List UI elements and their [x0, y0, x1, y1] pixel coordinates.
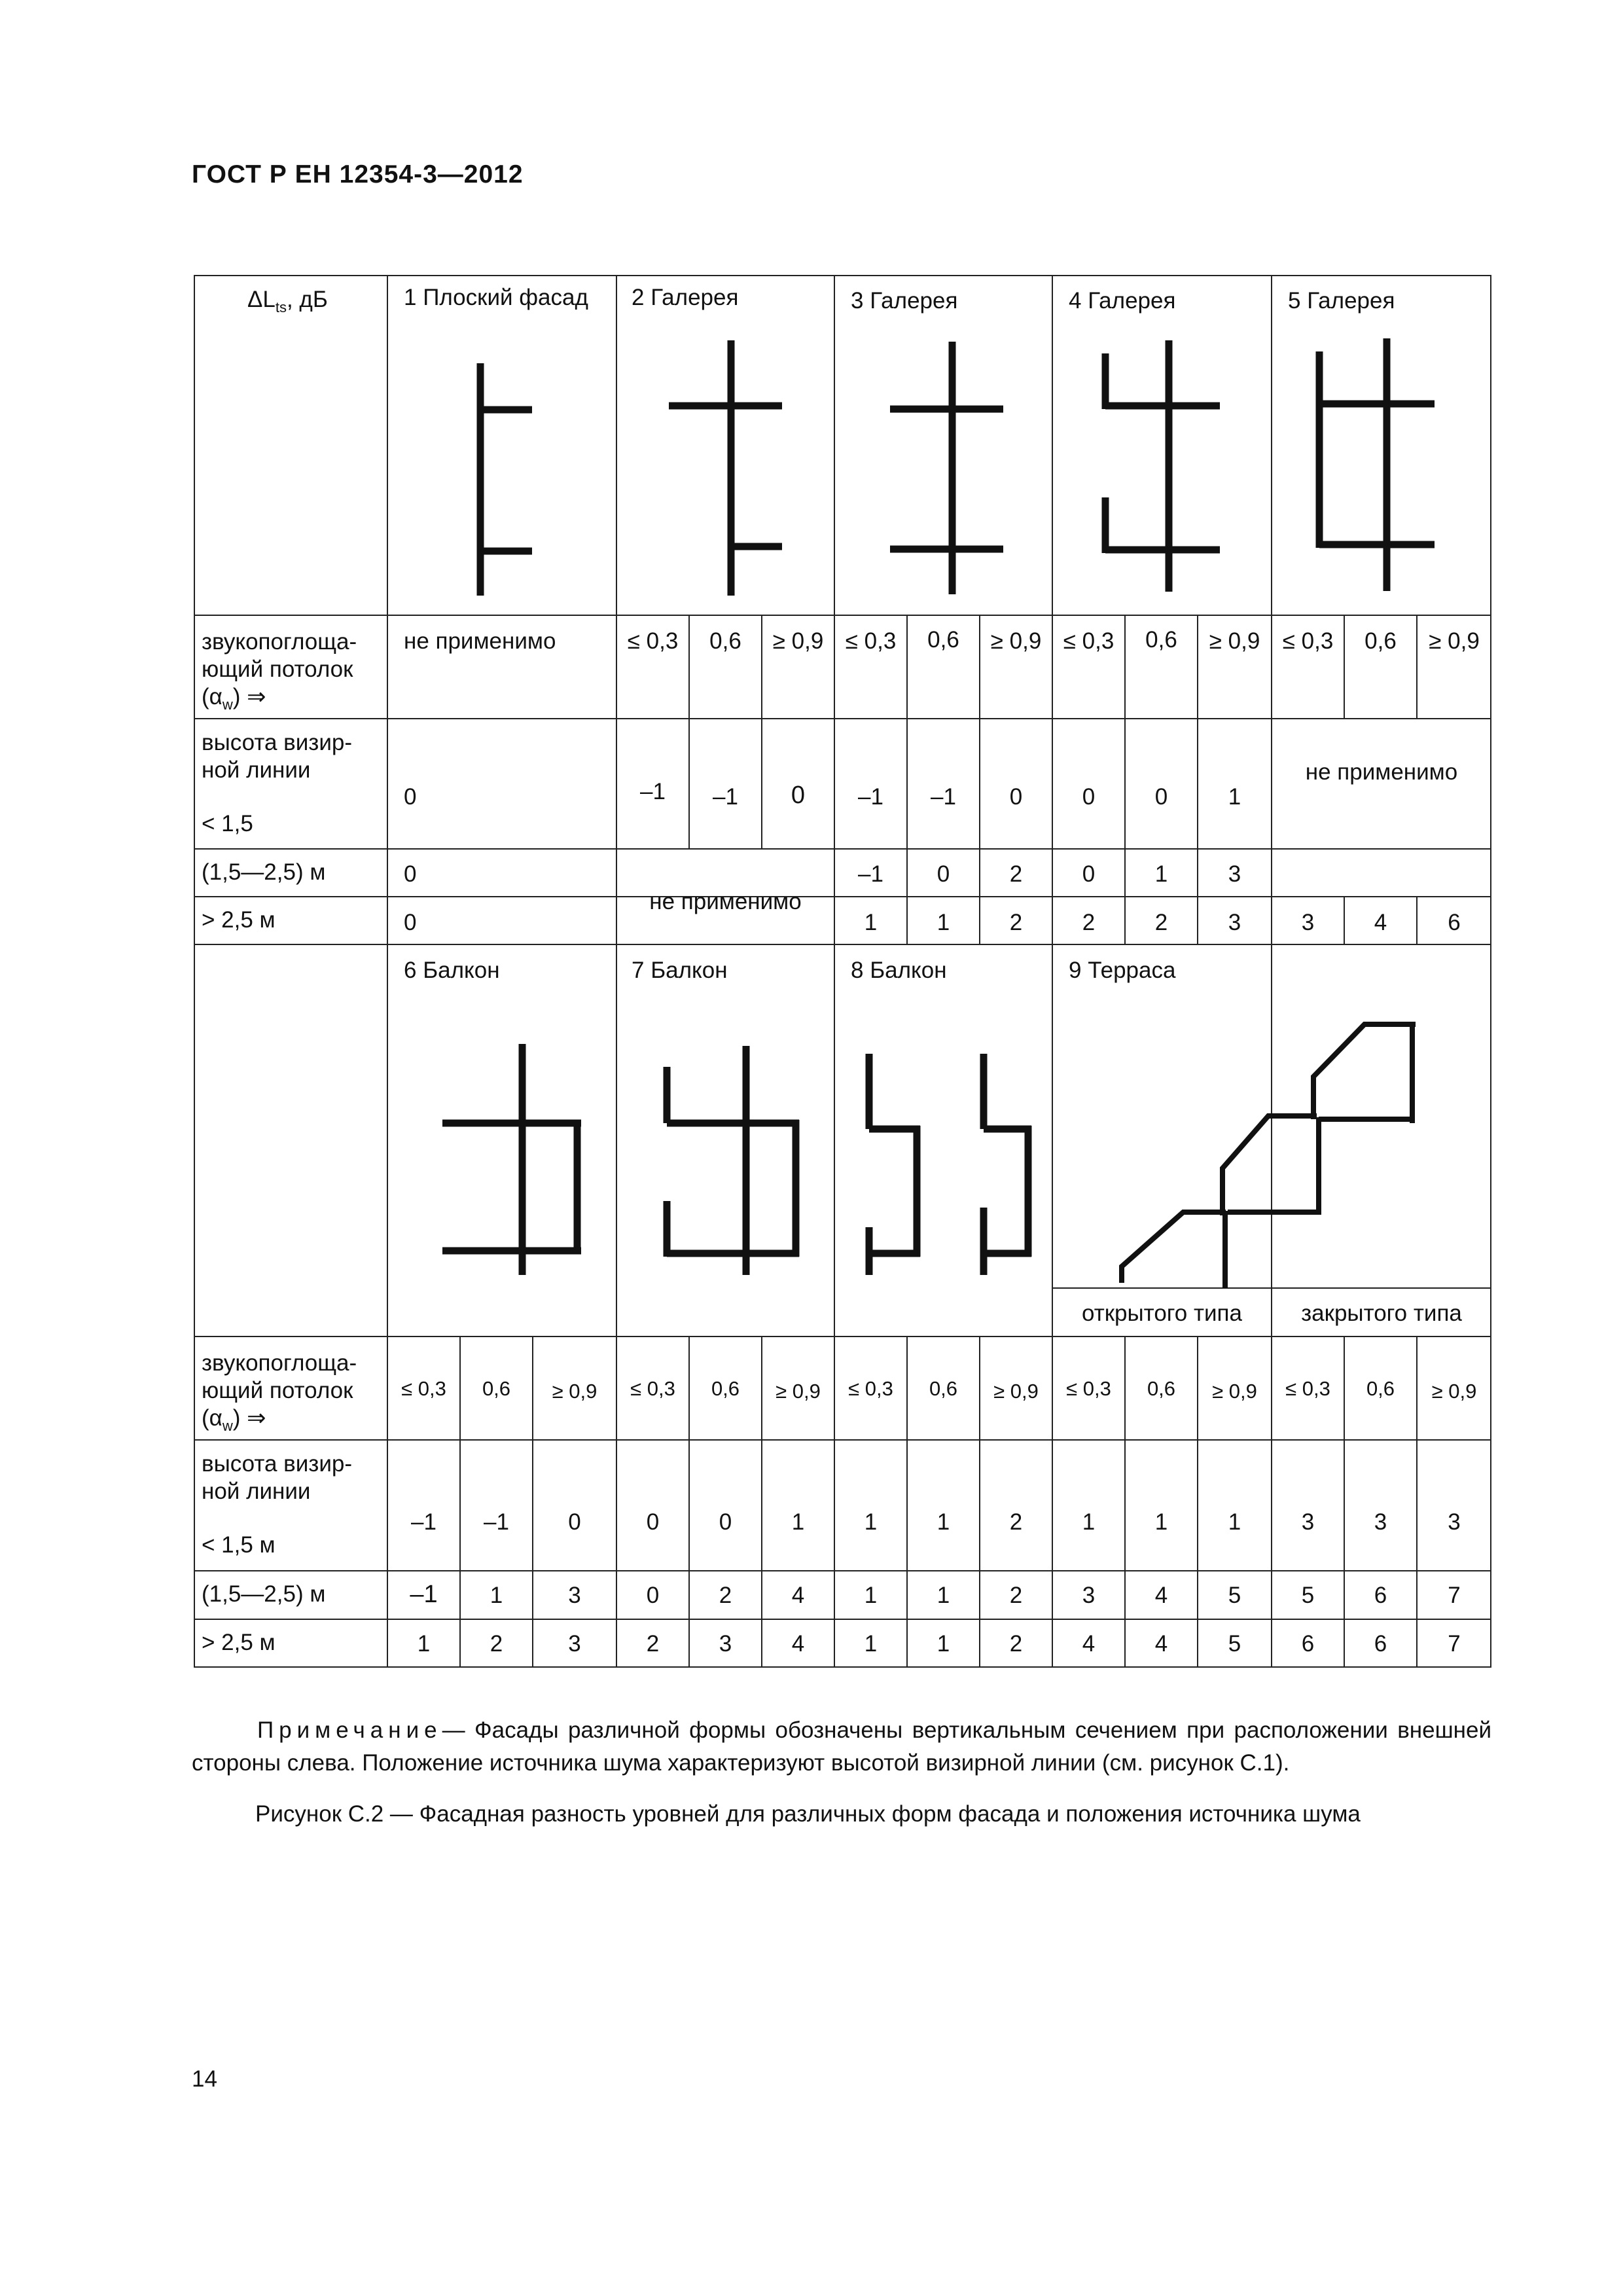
value-cell: 3 [568, 1631, 581, 1657]
type-label: 3 Галерея [851, 288, 958, 314]
value-cell: 1 [864, 1631, 878, 1657]
type-label: 8 Балкон [851, 958, 947, 983]
page-number: 14 [192, 2066, 217, 2092]
sight-row-label: высота визир- ной линии < 1,5 м [202, 1451, 353, 1558]
figure-caption: Рисунок С.2 — Фасадная разность уровней для различных форм фасада и положения источника шума [255, 1801, 1361, 1827]
value-cell: 0 [1009, 784, 1023, 810]
terrace-open-label: открытого типа [1082, 1300, 1242, 1326]
value-cell: –1 [484, 1509, 509, 1535]
absorb-value: 0,6 [711, 1377, 740, 1400]
value-cell: 5 [1228, 1583, 1241, 1608]
absorb-value: ≥ 0,9 [1209, 628, 1260, 654]
type-label: 6 Балкон [404, 958, 500, 983]
not-applicable: не применимо [649, 889, 802, 914]
delta-header: $\Delta L_{ts}$, дБ [247, 287, 328, 315]
value-cell: 4 [1374, 910, 1387, 935]
standard-title: ГОСТ Р ЕН 12354-3—2012 [192, 160, 524, 188]
value-cell: –1 [858, 861, 883, 887]
value-cell: –1 [713, 784, 738, 810]
absorb-value: ≤ 0,3 [1285, 1377, 1330, 1400]
value-cell: –1 [640, 779, 666, 804]
value-cell: 2 [1009, 910, 1023, 935]
value-cell: 3 [1301, 910, 1315, 935]
value-cell: 0 [1082, 784, 1096, 810]
value-cell: 1 [490, 1583, 503, 1608]
value-cell: 1 [936, 1631, 950, 1657]
value-cell: 1 [864, 910, 878, 935]
absorb-value: 0,6 [709, 628, 741, 654]
absorb-value: ≥ 0,9 [1212, 1380, 1257, 1403]
value-cell: –1 [931, 784, 956, 810]
absorb-value: ≥ 0,9 [552, 1380, 597, 1403]
sight-gt-label: > 2,5 м [202, 1630, 276, 1655]
value-cell: 1 [936, 910, 950, 935]
value-cell: 6 [1374, 1631, 1387, 1657]
value-cell: 1 [1228, 1509, 1241, 1535]
absorb-value: ≥ 0,9 [776, 1380, 821, 1403]
value-cell: 0 [719, 1509, 732, 1535]
value-cell: 3 [1228, 910, 1241, 935]
value-cell: 4 [1082, 1631, 1096, 1657]
table-grid [194, 275, 1491, 1668]
value-cell: –1 [858, 784, 883, 810]
value-cell: 3 [568, 1583, 581, 1608]
absorb-value: ≥ 0,9 [1429, 628, 1480, 654]
value-cell: 6 [1448, 910, 1461, 935]
value-cell: 1 [1154, 861, 1168, 887]
absorb-value: ≤ 0,3 [1063, 628, 1115, 654]
value-cell: 1 [864, 1509, 878, 1535]
type-label: 5 Галерея [1288, 288, 1395, 314]
balcony-8-icon [869, 1054, 1031, 1275]
absorb-value: 0,6 [482, 1377, 511, 1400]
value-cell: 1 [936, 1509, 950, 1535]
value-cell: 0 [1082, 861, 1096, 887]
absorb-value: ≥ 0,9 [990, 628, 1042, 654]
sight-row-label: высота визир- ной линии < 1,5 [202, 730, 353, 836]
value-cell: 0 [936, 861, 950, 887]
value-cell: 7 [1448, 1583, 1461, 1608]
value-cell: 3 [1228, 861, 1241, 887]
type-label: 9 Терраса [1069, 958, 1176, 983]
value-cell: 6 [1374, 1583, 1387, 1608]
value-cell: 2 [1009, 861, 1023, 887]
value-cell: 1 [864, 1583, 878, 1608]
value-cell: 1 [417, 1631, 431, 1657]
not-applicable: не применимо [404, 628, 556, 654]
value-cell: 3 [1082, 1583, 1096, 1608]
value-cell: 2 [490, 1631, 503, 1657]
absorb-row-label: звукопоглоща- ющий потолок $(\alpha_w)$ ⇒ [202, 1350, 357, 1434]
value-cell: 2 [1009, 1631, 1023, 1657]
type-label: 2 Галерея [632, 285, 739, 310]
value-cell: 0 [791, 781, 806, 809]
not-applicable: не применимо [1305, 759, 1458, 785]
absorb-value: ≥ 0,9 [993, 1380, 1039, 1403]
type-label: 1 Плоский фасад [404, 285, 588, 310]
value-cell: 1 [936, 1583, 950, 1608]
terrace-icon [1122, 1022, 1416, 1288]
value-cell: –1 [410, 1581, 438, 1608]
absorb-value: 0,6 [1147, 1377, 1176, 1400]
value-cell: 0 [1154, 784, 1168, 810]
absorb-row-label: звукопоглоща- ющий потолок $(\alpha_w)$ ⇒ [202, 629, 357, 713]
type-label: 7 Балкон [632, 958, 728, 983]
value-cell: 6 [1301, 1631, 1315, 1657]
value-cell: –1 [411, 1509, 437, 1535]
value-cell: 4 [1154, 1583, 1168, 1608]
absorb-value: 0,6 [927, 627, 959, 653]
value-cell: 1 [1154, 1509, 1168, 1535]
value-cell: 3 [1448, 1509, 1461, 1535]
gallery-4-icon [1105, 340, 1220, 592]
value-cell: 0 [646, 1509, 660, 1535]
balcony-6-icon [442, 1044, 581, 1275]
value-cell: 0 [646, 1583, 660, 1608]
gallery-3-icon [890, 342, 1003, 594]
absorb-value: ≤ 0,3 [401, 1377, 446, 1400]
absorb-value: ≤ 0,3 [630, 1377, 675, 1400]
value-cell: 2 [1009, 1509, 1023, 1535]
value-cell: 0 [404, 910, 417, 935]
value-cell: 2 [646, 1631, 660, 1657]
gallery-5-icon [1319, 338, 1435, 591]
value-cell: 2 [1009, 1583, 1023, 1608]
absorb-value: ≤ 0,3 [1066, 1377, 1111, 1400]
absorb-value: 0,6 [1366, 1377, 1395, 1400]
value-cell: 4 [1154, 1631, 1168, 1657]
balcony-7-icon [667, 1046, 799, 1275]
absorb-value: ≤ 0,3 [848, 1377, 893, 1400]
facade-table [194, 275, 1491, 1668]
absorb-value: 0,6 [1145, 627, 1177, 653]
value-cell: 1 [1228, 784, 1241, 810]
absorb-value: 0,6 [929, 1377, 958, 1400]
value-cell: 1 [791, 1509, 805, 1535]
absorb-value: ≥ 0,9 [772, 628, 824, 654]
absorb-value: ≤ 0,3 [845, 628, 897, 654]
value-cell: 2 [719, 1583, 732, 1608]
value-cell: 0 [404, 784, 417, 810]
value-cell: 1 [1082, 1509, 1096, 1535]
value-cell: 3 [719, 1631, 732, 1657]
flat-facade-icon [480, 363, 532, 596]
value-cell: 3 [1301, 1509, 1315, 1535]
value-cell: 3 [1374, 1509, 1387, 1535]
value-cell: 7 [1448, 1631, 1461, 1657]
note-paragraph [192, 1714, 1491, 1780]
terrace-closed-label: закрытого типа [1301, 1300, 1462, 1326]
sight-mid-label: (1,5—2,5) м [202, 1581, 326, 1607]
note-lead: Примечание [257, 1717, 442, 1743]
value-cell: 2 [1082, 910, 1096, 935]
value-cell: 2 [1154, 910, 1168, 935]
value-cell: 5 [1301, 1583, 1315, 1608]
sight-gt-label: > 2,5 м [202, 907, 276, 933]
absorb-value: 0,6 [1364, 628, 1397, 654]
gallery-2-icon [669, 340, 782, 596]
absorb-value: ≤ 0,3 [627, 628, 679, 654]
type-label: 4 Галерея [1069, 288, 1176, 314]
note-text: — Фасады различной формы обозначены вертикальным сечением при расположении внешней стороны слева. Положение источника шума характеризуют высотой визирной линии (см. рисунок С.1). [192, 1717, 1491, 1776]
absorb-value: ≤ 0,3 [1282, 628, 1334, 654]
value-cell: 0 [568, 1509, 581, 1535]
value-cell: 4 [791, 1583, 805, 1608]
value-cell: 4 [791, 1631, 805, 1657]
value-cell: 0 [404, 861, 417, 887]
sight-mid-label: (1,5—2,5) м [202, 859, 326, 885]
value-cell: 5 [1228, 1631, 1241, 1657]
absorb-value: ≥ 0,9 [1431, 1380, 1477, 1403]
